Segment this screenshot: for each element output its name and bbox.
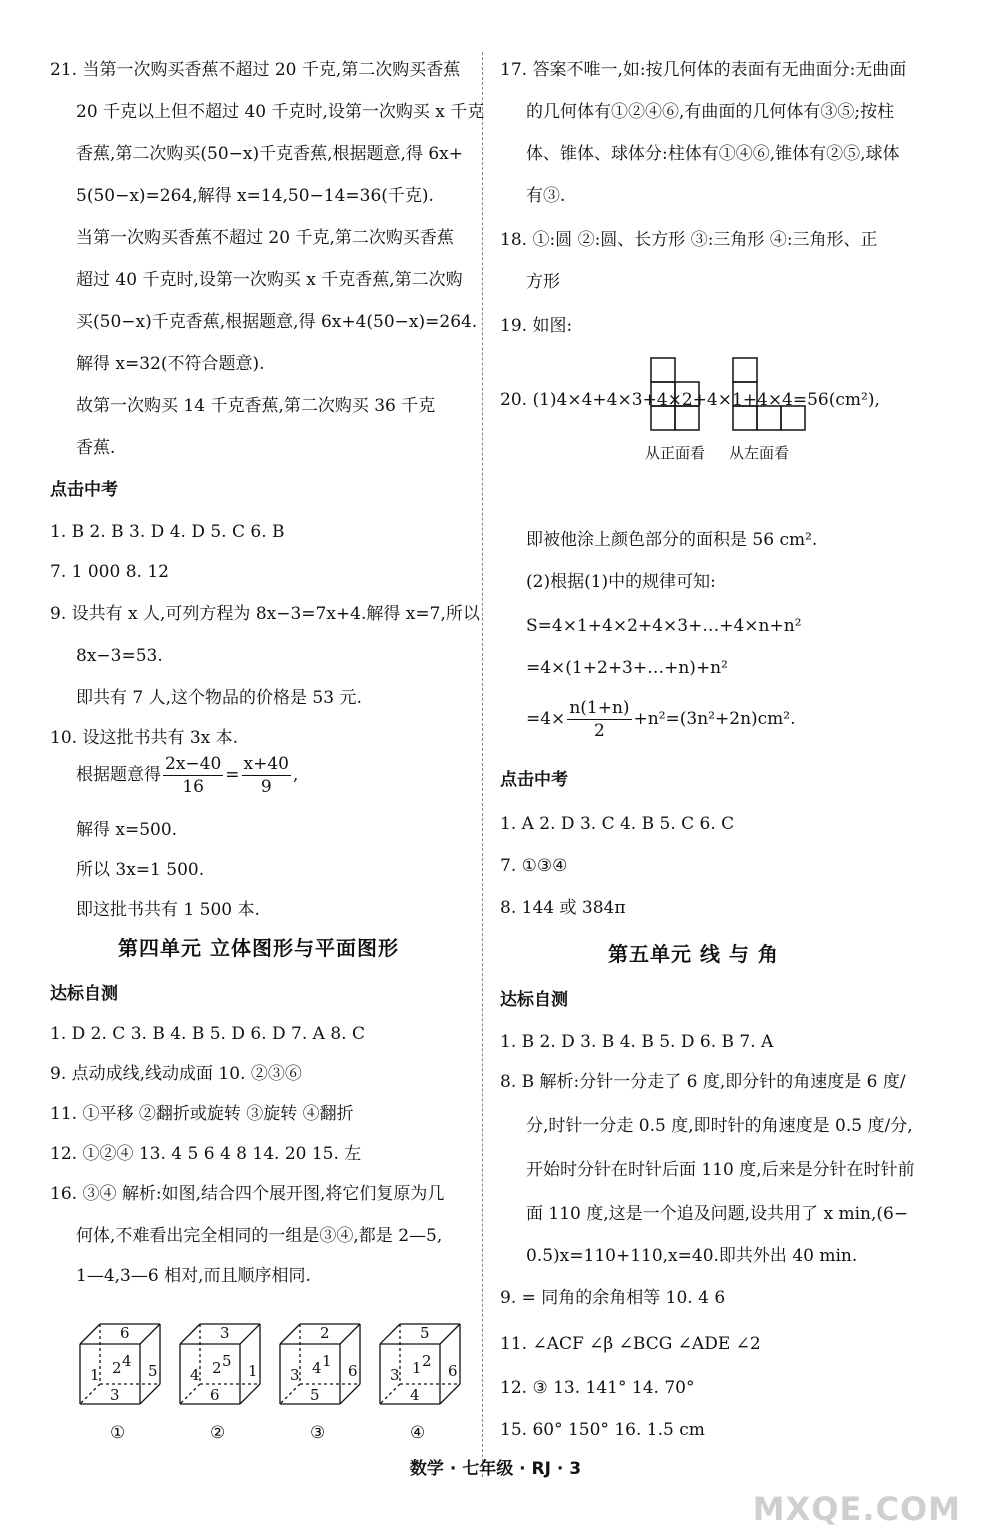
equation-suffix: , <box>293 765 299 785</box>
answer-line: 7. 1 000 8. 12 <box>50 562 169 582</box>
answer-line: 9. = 同角的余角相等 10. 4 6 <box>500 1288 726 1308</box>
section-heading: 点击中考 <box>50 480 118 500</box>
watermark: MXQE.COM <box>752 1490 961 1528</box>
text-line: 所以 3x=1 500. <box>76 860 205 880</box>
cube-edge <box>140 1384 160 1404</box>
cube-face-number: 1 <box>322 1352 332 1370</box>
text-line: 买(50−x)千克香蕉,根据题意,得 6x+4(50−x)=264. <box>76 312 478 332</box>
left-view-grid <box>733 358 805 430</box>
answer-line: 9. 点动成线,线动成面 10. ②③⑥ <box>50 1064 302 1084</box>
text-line: 1—4,3—6 相对,而且顺序相同. <box>76 1266 311 1286</box>
cube-face-number: 4 <box>410 1386 420 1404</box>
fraction <box>567 697 631 742</box>
cube-label: ④ <box>410 1423 426 1443</box>
fraction-numerator: x+40 <box>243 754 289 774</box>
text-line: 超过 40 千克时,设第一次购买 x 千克香蕉,第二次购 <box>76 270 463 290</box>
text-line: 有③. <box>526 186 566 206</box>
equation-suffix: +n²=(3n²+2n)cm². <box>633 709 796 729</box>
answer-line: 11. ①平移 ②翻折或旋转 ③旋转 ④翻折 <box>50 1104 354 1124</box>
text-line: =4×(1+2+3+…+n)+n² <box>526 658 728 678</box>
cube-label: ③ <box>310 1423 326 1443</box>
cube-face-number: 3 <box>110 1386 120 1404</box>
cube-face-number: 3 <box>390 1366 400 1384</box>
cube-face-number: 5 <box>420 1324 430 1342</box>
page-footer: 数学 · 七年级 · RJ · 3 <box>409 1459 582 1479</box>
fraction <box>242 753 291 798</box>
text-line: 体、锥体、球体分:柱体有①④⑥,锥体有②⑤,球体 <box>526 144 900 164</box>
text-line: 当第一次购买香蕉不超过 20 千克,第二次购买香蕉 <box>76 228 454 248</box>
text-line: 20. (1)4×4+4×3+4×2+4×1+4×4=56(cm²), <box>500 390 880 410</box>
cube-edge <box>440 1384 460 1404</box>
fraction-denominator: 2 <box>594 721 605 741</box>
text-line: 20 千克以上但不超过 40 千克时,设第一次购买 x 千克 <box>76 102 485 122</box>
text-line: 香蕉. <box>76 438 116 458</box>
column-divider <box>482 52 483 1477</box>
text-line: 的几何体有①②④⑥,有曲面的几何体有③⑤;按柱 <box>526 102 895 122</box>
cube-edge <box>240 1324 260 1344</box>
cube-edge <box>240 1384 260 1404</box>
unit-title: 第四单元 立体图形与平面图形 <box>118 936 399 960</box>
cube-face-number: 3 <box>220 1324 230 1342</box>
fraction-denominator: 9 <box>260 777 272 797</box>
text-line: 故第一次购买 14 千克香蕉,第二次购买 36 千克 <box>76 396 436 416</box>
cube-face-number: 1 <box>412 1359 422 1377</box>
fraction-denominator: 16 <box>182 777 204 797</box>
answer-line: 8. 144 或 384π <box>500 898 626 918</box>
cube-edge <box>340 1324 360 1344</box>
answer-line: 12. ③ 13. 141° 14. 70° <box>500 1378 695 1398</box>
front-view-label: 从正面看 <box>645 444 706 462</box>
cube-figure <box>276 1318 372 1444</box>
cube-face-number: 5 <box>222 1352 232 1370</box>
answer-line: 1. B 2. B 3. D 4. D 5. C 6. B <box>50 522 285 542</box>
cube-face-number: 6 <box>348 1362 358 1380</box>
unit-title: 第五单元 线 与 角 <box>608 942 779 966</box>
cube-face-number: 1 <box>90 1366 100 1384</box>
cube-edge <box>340 1384 360 1404</box>
cube-face-number: 4 <box>190 1366 200 1384</box>
cube-hidden-edge <box>80 1384 100 1404</box>
cube-face-number: 2 <box>212 1359 222 1377</box>
text-line: 0.5)x=110+110,x=40.即共外出 40 min. <box>526 1246 858 1266</box>
cube-edge <box>80 1324 100 1344</box>
cube-face-number: 4 <box>312 1359 322 1377</box>
cube-face-number: 5 <box>148 1362 158 1380</box>
text-line: 8. B 解析:分针一分走了 6 度,即分针的角速度是 6 度/ <box>500 1072 906 1092</box>
cube-face-number: 5 <box>310 1386 320 1404</box>
text-line: 即被他涂上颜色部分的面积是 56 cm². <box>526 530 818 550</box>
cube-figure <box>376 1318 472 1444</box>
answer-line: 15. 60° 150° 16. 1.5 cm <box>500 1420 705 1440</box>
equation-line <box>526 696 796 742</box>
cube-label: ① <box>110 1423 126 1443</box>
answer-line: 1. D 2. C 3. B 4. B 5. D 6. D 7. A 8. C <box>50 1024 365 1044</box>
text-line: 即共有 7 人,这个物品的价格是 53 元. <box>76 688 362 708</box>
text-line: 9. 设共有 x 人,可列方程为 8x−3=7x+4.解得 x=7,所以 <box>50 604 480 624</box>
cube-figure <box>176 1318 272 1444</box>
answer-line: 12. ①②④ 13. 4 5 6 4 8 14. 20 15. 左 <box>50 1144 362 1164</box>
front-view-grid <box>651 358 699 430</box>
text-line: 8x−3=53. <box>76 646 163 666</box>
section-heading: 达标自测 <box>500 990 568 1010</box>
text-line: 何体,不难看出完全相同的一组是③④,都是 2—5, <box>76 1226 443 1246</box>
cube-face-number: 6 <box>120 1324 130 1342</box>
text-line: 5(50−x)=264,解得 x=14,50−14=36(千克). <box>76 186 434 206</box>
cube-face-number: 6 <box>210 1386 220 1404</box>
text-line: S=4×1+4×2+4×3+…+4×n+n² <box>526 616 802 636</box>
fraction <box>163 753 223 798</box>
equals-sign: = <box>225 765 240 785</box>
text-line: 即这批书共有 1 500 本. <box>76 900 260 920</box>
cube-face-number: 3 <box>290 1366 300 1384</box>
equation-line <box>76 752 298 798</box>
cube-face-number: 4 <box>122 1352 132 1370</box>
text-line: (2)根据(1)中的规律可知: <box>526 572 716 592</box>
text-line: 解得 x=500. <box>76 820 178 840</box>
cube-hidden-edge <box>380 1384 400 1404</box>
text-line: 面 110 度,这是一个追及问题,设共用了 x min,(6− <box>526 1204 909 1224</box>
text-line: 10. 设这批书共有 3x 本. <box>50 728 239 748</box>
text-line: 分,时针一分走 0.5 度,即时针的角速度是 0.5 度/分, <box>526 1116 913 1136</box>
text-line: 解得 x=32(不符合题意). <box>76 354 265 374</box>
cube-face-number: 6 <box>448 1362 458 1380</box>
text-line: 香蕉,第二次购买(50−x)千克香蕉,根据题意,得 6x+ <box>76 144 463 164</box>
text-line: 18. ①:圆 ②:圆、长方形 ③:三角形 ④:三角形、正 <box>500 230 878 250</box>
text-line: 21. 当第一次购买香蕉不超过 20 千克,第二次购买香蕉 <box>50 60 461 80</box>
cube-edge <box>440 1324 460 1344</box>
answer-line: 1. B 2. D 3. B 4. B 5. D 6. B 7. A <box>500 1032 774 1052</box>
equation-prefix: 根据题意得 <box>76 765 161 785</box>
cube-face-number: 1 <box>248 1362 258 1380</box>
cube-hidden-edge <box>280 1384 300 1404</box>
equation-prefix: =4× <box>526 709 566 729</box>
cube-face-number: 2 <box>422 1352 432 1370</box>
fraction-numerator: 2x−40 <box>165 754 222 774</box>
text-line: 19. 如图: <box>500 316 573 336</box>
three-view-figure <box>645 352 815 472</box>
cube-edge <box>380 1324 400 1344</box>
cube-hidden-edge <box>180 1384 200 1404</box>
text-line: 开始时分针在时针后面 110 度,后来是分针在时针前 <box>526 1160 915 1180</box>
fraction-numerator: n(1+n) <box>569 698 630 718</box>
answer-line: 1. A 2. D 3. C 4. B 5. C 6. C <box>500 814 735 834</box>
answer-line: 11. ∠ACF ∠β ∠BCG ∠ADE ∠2 <box>500 1334 761 1354</box>
cube-edge <box>180 1324 200 1344</box>
section-heading: 点击中考 <box>500 770 568 790</box>
cube-edge <box>280 1324 300 1344</box>
cube-figure <box>76 1318 172 1444</box>
text-line: 17. 答案不唯一,如:按几何体的表面有无曲面分:无曲面 <box>500 60 907 80</box>
text-line: 16. ③④ 解析:如图,结合四个展开图,将它们复原为几 <box>50 1184 445 1204</box>
text-line: 方形 <box>526 272 560 292</box>
cube-label: ② <box>210 1423 226 1443</box>
cube-face-number: 2 <box>112 1359 122 1377</box>
cube-face-number: 2 <box>320 1324 330 1342</box>
cube-edge <box>140 1324 160 1344</box>
section-heading: 达标自测 <box>50 984 118 1004</box>
answer-line: 7. ①③④ <box>500 856 568 876</box>
left-view-label: 从左面看 <box>729 444 790 462</box>
